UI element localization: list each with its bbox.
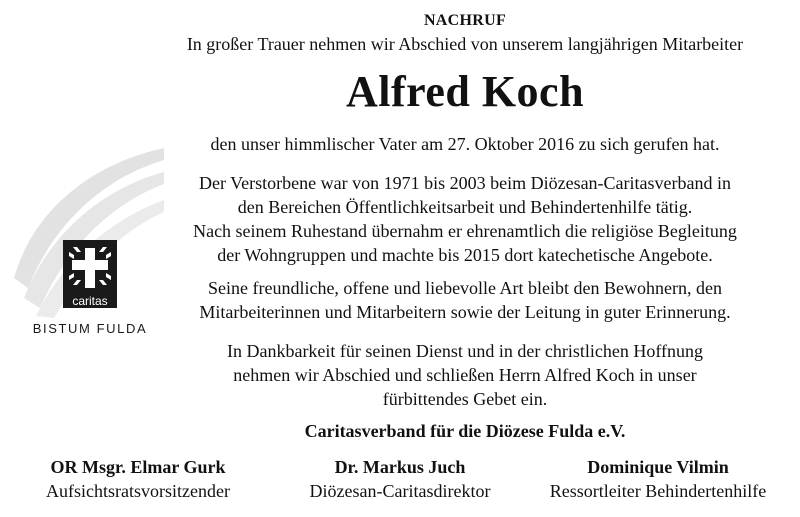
caritas-wordmark: caritas xyxy=(72,294,108,308)
paragraph-line: In Dankbarkeit für seinen Dienst und in der christlichen Hoffnung xyxy=(226,341,704,361)
paragraph-gratitude xyxy=(155,339,775,411)
logo-caption: BISTUM FULDA xyxy=(32,321,148,336)
paragraph-memory xyxy=(155,276,775,324)
signatory-name: OR Msgr. Elmar Gurk xyxy=(50,457,226,477)
signatory xyxy=(270,455,530,503)
signatory-role: Aufsichtsratsvorsitzender xyxy=(46,481,230,501)
paragraph-line: der Wohngruppen und machte bis 2015 dort katechetische Angebote. xyxy=(217,245,713,265)
paragraph-career xyxy=(155,171,775,267)
paragraph-line: Der Verstorbene war von 1971 bis 2003 beim Diözesan-Caritasverband in xyxy=(198,173,732,193)
notice-heading: NACHRUF xyxy=(423,12,507,29)
signatory-role: Ressortleiter Behindertenhilfe xyxy=(549,481,767,501)
organization-name: Caritasverband für die Diözese Fulda e.V. xyxy=(304,421,626,441)
paragraph-line: Nach seinem Ruhestand übernahm er ehrenamtlich die religiöse Begleitung xyxy=(193,221,737,241)
deceased-name: Alfred Koch xyxy=(345,67,585,116)
paragraph-line: Seine freundliche, offene und liebevolle Art bleibt den Bewohnern, den xyxy=(207,278,722,298)
death-line: den unser himmlischer Vater am 27. Oktober 2016 zu sich gerufen hat. xyxy=(210,134,720,154)
signatory xyxy=(8,455,268,503)
signatory-name: Dr. Markus Juch xyxy=(334,457,466,477)
notice-intro: In großer Trauer nehmen wir Abschied von unserem langjährigen Mitarbeiter xyxy=(186,34,744,54)
signatory-role: Diözesan-Caritasdirektor xyxy=(309,481,491,501)
caritas-cross-icon xyxy=(63,240,117,292)
signatory-name: Dominique Vilmin xyxy=(587,457,729,477)
paragraph-line: Mitarbeiterinnen und Mitarbeitern sowie der Leitung in guter Erinnerung. xyxy=(199,302,731,322)
paragraph-line: fürbittendes Gebet ein. xyxy=(382,389,548,409)
paragraph-line: nehmen wir Abschied und schließen Herrn Alfred Koch in unser xyxy=(233,365,697,385)
signatory xyxy=(528,455,788,503)
paragraph-line: den Bereichen Öffentlichkeitsarbeit und Behindertenhilfe tätig. xyxy=(237,197,693,217)
